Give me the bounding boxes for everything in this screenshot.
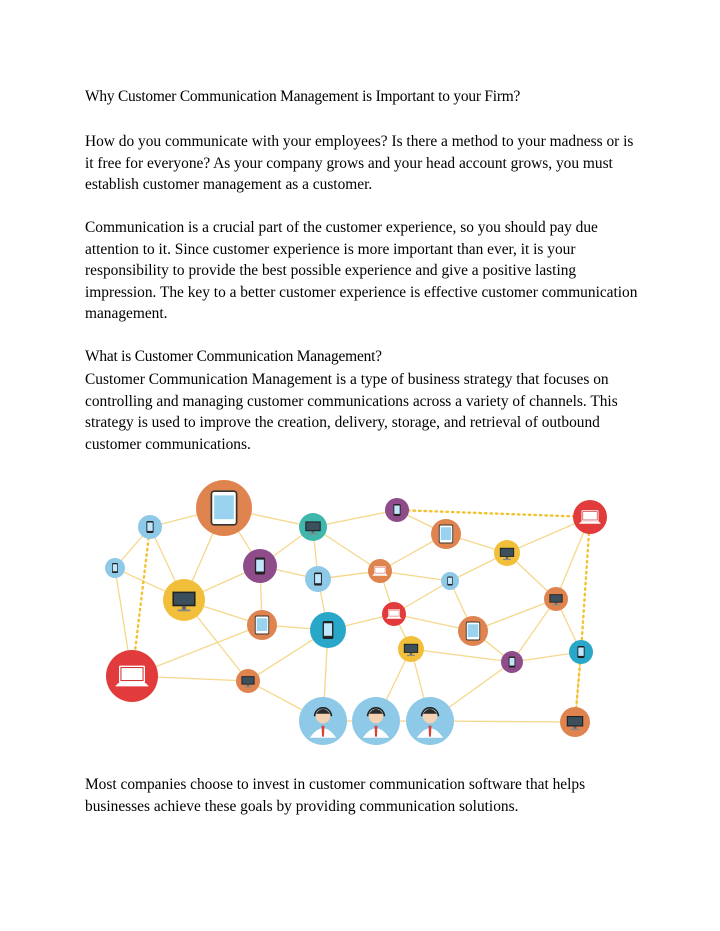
dotted-connection [397,510,590,517]
laptop-icon [106,650,158,702]
laptop-icon [368,559,392,583]
phone-icon [441,572,459,590]
section-heading: What is Customer Communication Management? [85,348,382,365]
phone-icon [105,558,125,578]
agent-avatar-icon [299,697,347,745]
network-diagram [84,474,636,752]
connection-line [411,649,512,662]
monitor-icon [494,540,520,566]
tablet-icon [458,616,488,646]
phone-icon [569,640,593,664]
monitor-icon [560,707,590,737]
tablet-icon [247,610,277,640]
phone-icon [310,612,346,648]
phone-icon [305,566,331,592]
phone-icon [501,651,523,673]
closing-paragraph: Most companies choose to invest in customer communication software that helps businesses achieve these goals by providing communication solutions. [85,776,586,815]
phone-icon [385,498,409,522]
monitor-icon [299,513,327,541]
agent-avatar-icon [352,697,400,745]
laptop-icon [382,602,406,626]
monitor-icon [398,636,424,662]
ccm-definition-paragraph: Customer Communication Management is a type of business strategy that focuses on controlling and managing customer communications across a variety of channels. This strategy is used to improve the creation, delivery, storage, and retrieval of outbound customer communications. [85,371,618,453]
agent-avatar-icon [406,697,454,745]
phone-icon [243,549,277,583]
tablet-icon [431,519,461,549]
customer-experience-paragraph: Communication is a crucial part of the customer experience, so you should pay due attention to it. Since customer experience is more important than ever, it is your responsibility to provide the best possible experience and give a positive lasting impression. The key to a better customer experience is effective customer communication management. [85,219,638,322]
tablet-icon [196,480,252,536]
monitor-icon [236,669,260,693]
laptop-icon [573,500,607,534]
monitor-icon [163,579,205,621]
network-illustration [84,474,636,752]
article-title: Why Customer Communication Management is Important to your Firm? [85,88,521,105]
phone-icon [138,515,162,539]
dotted-connection [581,517,590,652]
monitor-icon [544,587,568,611]
intro-paragraph: How do you communicate with your employees? Is there a method to your madness or is it free for everyone? As your company grows and your head account grows, you must establish customer management as a customer. [85,133,634,193]
